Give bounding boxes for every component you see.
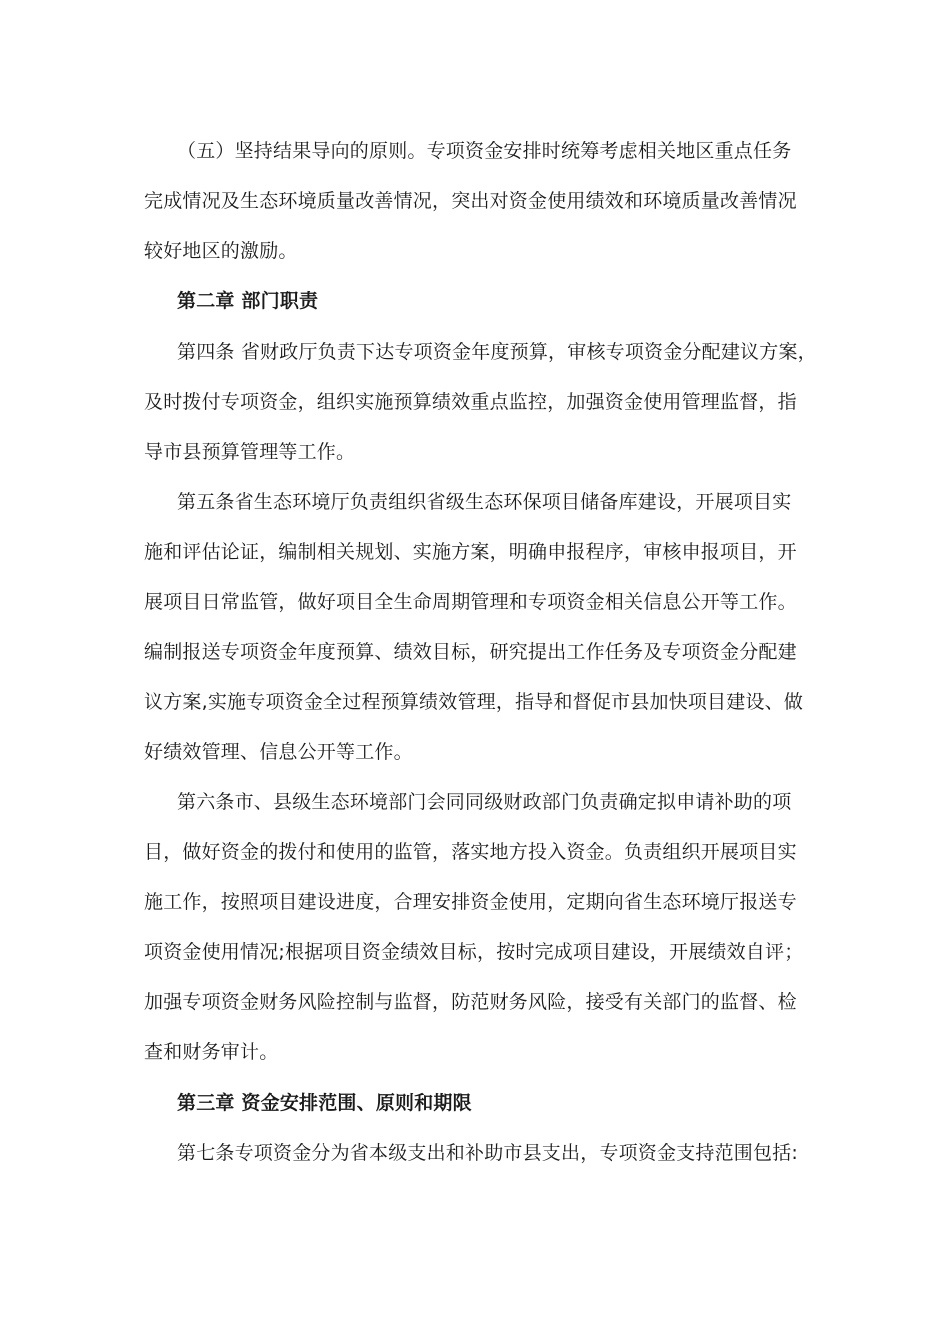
paragraph-line: 编制报送专项资金年度预算、绩效目标，研究提出工作任务及专项资金分配建 (144, 641, 797, 663)
paragraph-line: 第四条 省财政厅负责下达专项资金年度预算，审核专项资金分配建议方案， (177, 341, 817, 363)
chapter-heading: 第三章 资金安排范围、原则和期限 (177, 1092, 472, 1114)
paragraph-line: 施工作，按照项目建设进度，合理安排资金使用，定期向省生态环境厅报送专 (144, 891, 797, 913)
paragraph-line: 导市县预算管理等工作。 (144, 441, 356, 463)
paragraph-line: 较好地区的激励。 (144, 240, 298, 262)
paragraph-line: 展项目日常监管，做好项目全生命周期管理和专项资金相关信息公开等工作。 (144, 591, 797, 613)
paragraph-line: 目，做好资金的拨付和使用的监管，落实地方投入资金。负责组织开展项目实 (144, 841, 797, 863)
paragraph-line: 加强专项资金财务风险控制与监督，防范财务风险，接受有关部门的监督、检 (144, 991, 797, 1013)
chapter-heading: 第二章 部门职责 (177, 290, 319, 312)
paragraph-line: 第五条省生态环境厅负责组织省级生态环保项目储备库建设，开展项目实 (177, 491, 792, 513)
paragraph-line: （五）坚持结果导向的原则。专项资金安排时统筹考虑相关地区重点任务 (177, 140, 792, 162)
paragraph-line: 第七条专项资金分为省本级支出和补助市县支出，专项资金支持范围包括: (177, 1142, 799, 1164)
paragraph-line: 项资金使用情况;根据项目资金绩效目标，按时完成项目建设，开展绩效自评； (144, 941, 804, 963)
paragraph-line: 第六条市、县级生态环境部门会同同级财政部门负责确定拟申请补助的项 (177, 791, 792, 813)
paragraph-line: 及时拨付专项资金，组织实施预算绩效重点监控，加强资金使用管理监督，指 (144, 391, 797, 413)
paragraph-line: 施和评估论证，编制相关规划、实施方案，明确申报程序，审核申报项目，开 (144, 541, 797, 563)
paragraph-line: 完成情况及生态环境质量改善情况，突出对资金使用绩效和环境质量改善情况 (144, 190, 797, 212)
paragraph-line: 好绩效管理、信息公开等工作。 (144, 741, 413, 763)
paragraph-line: 议方案,实施专项资金全过程预算绩效管理，指导和督促市县加快项目建设、做 (144, 691, 804, 713)
paragraph-line: 查和财务审计。 (144, 1041, 279, 1063)
